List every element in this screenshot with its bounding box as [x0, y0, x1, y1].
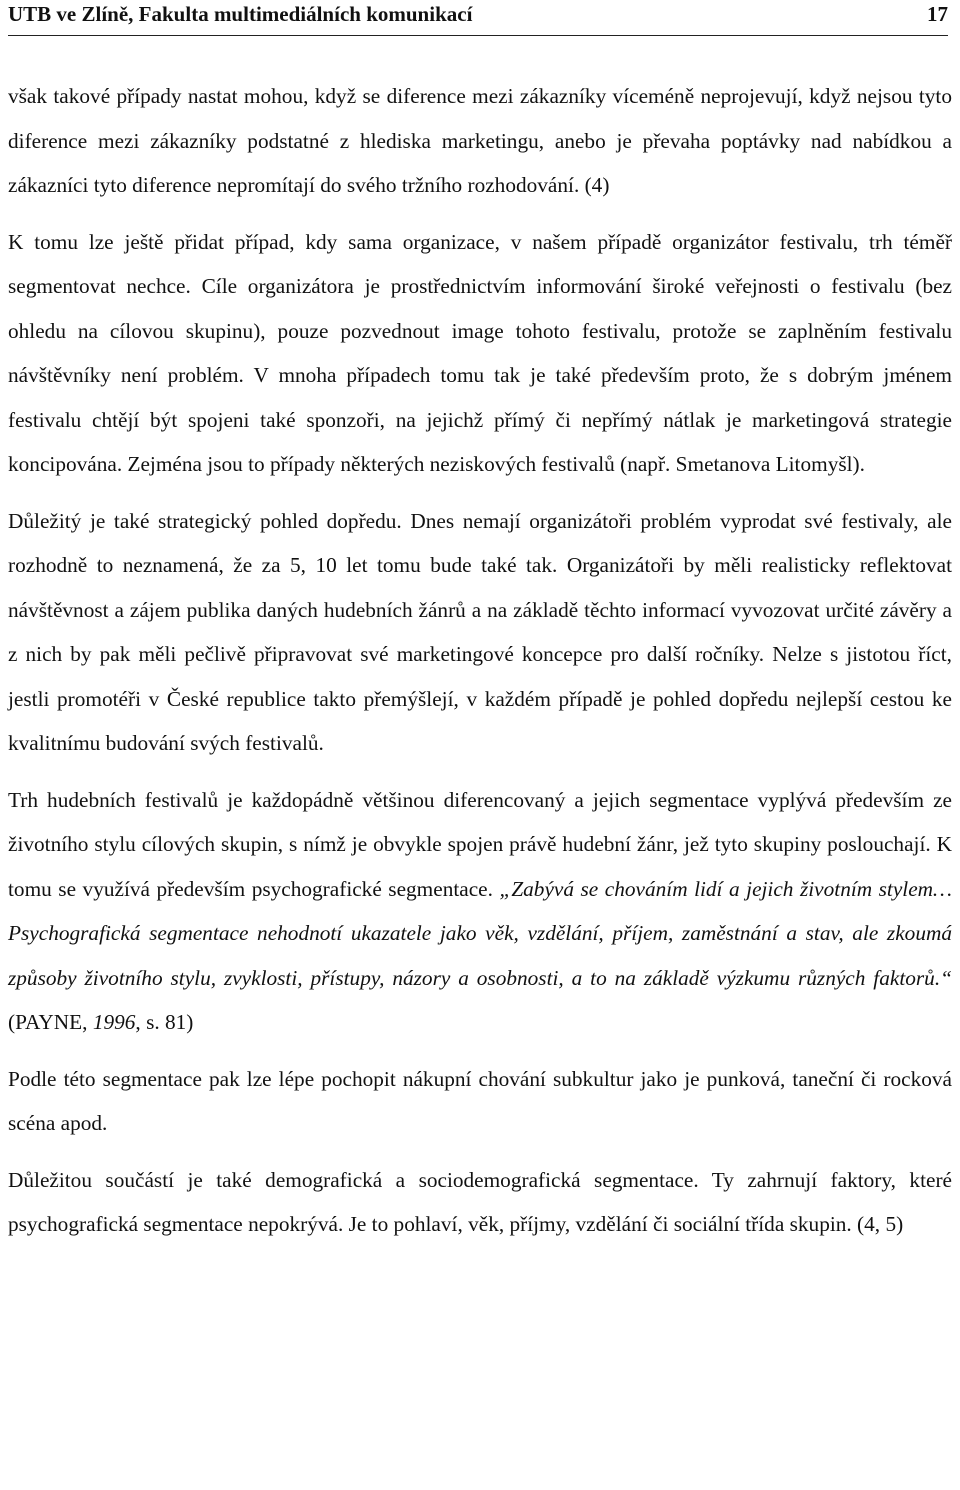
- paragraph: Podle této segmentace pak lze lépe pochopit nákupní chování subkultur jako je punková, taneční či rocková scéna apod.: [8, 1066, 952, 1135]
- paragraph: Důležitou součástí je také demografická a sociodemografická segmentace. Ty zahrnují faktory, které psychografická segmentace nepokrývá. Je to pohlaví, věk, příjmy, vzdělání či sociální třída skupin. (4, 5): [8, 1167, 952, 1236]
- header-title: UTB ve Zlíně, Fakulta multimediálních komunikací: [8, 2, 473, 26]
- paragraph: Důležitý je také strategický pohled dopředu. Dnes nemají organizátoři problém vyprodat své festivaly, ale rozhodně to neznamená, že za 5, 10 let tomu bude také tak. Organizátoři by měli realisticky reflektovat návštěvnost a zájem publika daných hudebních žánrů a na základě těchto informací vyvozovat určité závěry a z nich by pak měli pečlivě připravovat své marketingové koncepce pro další ročníky. Nelze s jistotou říct, jestli promotéři v České republice takto přemýšlejí, v každém případě je pohled dopředu nejlepší cestou ke kvalitnímu budování svých festivalů.: [8, 508, 952, 755]
- citation-year: 1996: [92, 1010, 136, 1034]
- page-number: 17: [927, 2, 948, 26]
- document-body: [8, 74, 952, 1247]
- paragraph: K tomu lze ještě přidat případ, kdy sama organizace, v našem případě organizátor festivalu, trh téměř segmentovat nechce. Cíle organizátora je prostřednictvím informování široké veřejnosti o festivalu (bez ohledu na cílovou skupinu), pouze pozvednout image tohoto festivalu, protože se zaplněním festivalu návštěvníky není problém. V mnoha případech tomu tak je také především proto, že s dobrým jménem festivalu chtějí být spojeni také sponzoři, na jejichž přímý či nepřímý nátlak je marketingová strategie koncipována. Zejména jsou to případy některých neziskových festivalů (např. Smetanova Litomyšl).: [8, 229, 952, 476]
- paragraph-text: Trh hudebních festivalů je každopádně většinou diferencovaný a jejich segmentace vyplývá především ze životního stylu cílových skupin, s nímž je obvykle spojen právě hudební žánr, jež tyto skupiny poslouchají. K tomu se využívá především psychografické segmentace.: [8, 787, 952, 901]
- paragraph: však takové případy nastat mohou, když se diference mezi zákazníky víceméně neprojevují, když nejsou tyto diference mezi zákazníky podstatné z hlediska marketingu, anebo je převaha poptávky nad nabídkou a zákazníci tyto diference nepromítají do svého tržního rozhodování. (4): [8, 84, 952, 197]
- citation-page: , s. 81): [135, 1010, 194, 1034]
- italic-quote: „Zabývá se chováním lidí a jejich životním stylem…Psychografická segmentace nehodnotí ukazatele jako věk, vzdělání, příjem, zaměstnání a stav, ale zkoumá způsoby životního stylu, zvyklosti, přístupy, názory a osobnosti, a to na základě výzkumu různých faktorů.“: [8, 876, 952, 990]
- page-header: [8, 0, 948, 36]
- citation-author: (PAYNE,: [8, 1010, 93, 1034]
- paragraph: [8, 778, 952, 1045]
